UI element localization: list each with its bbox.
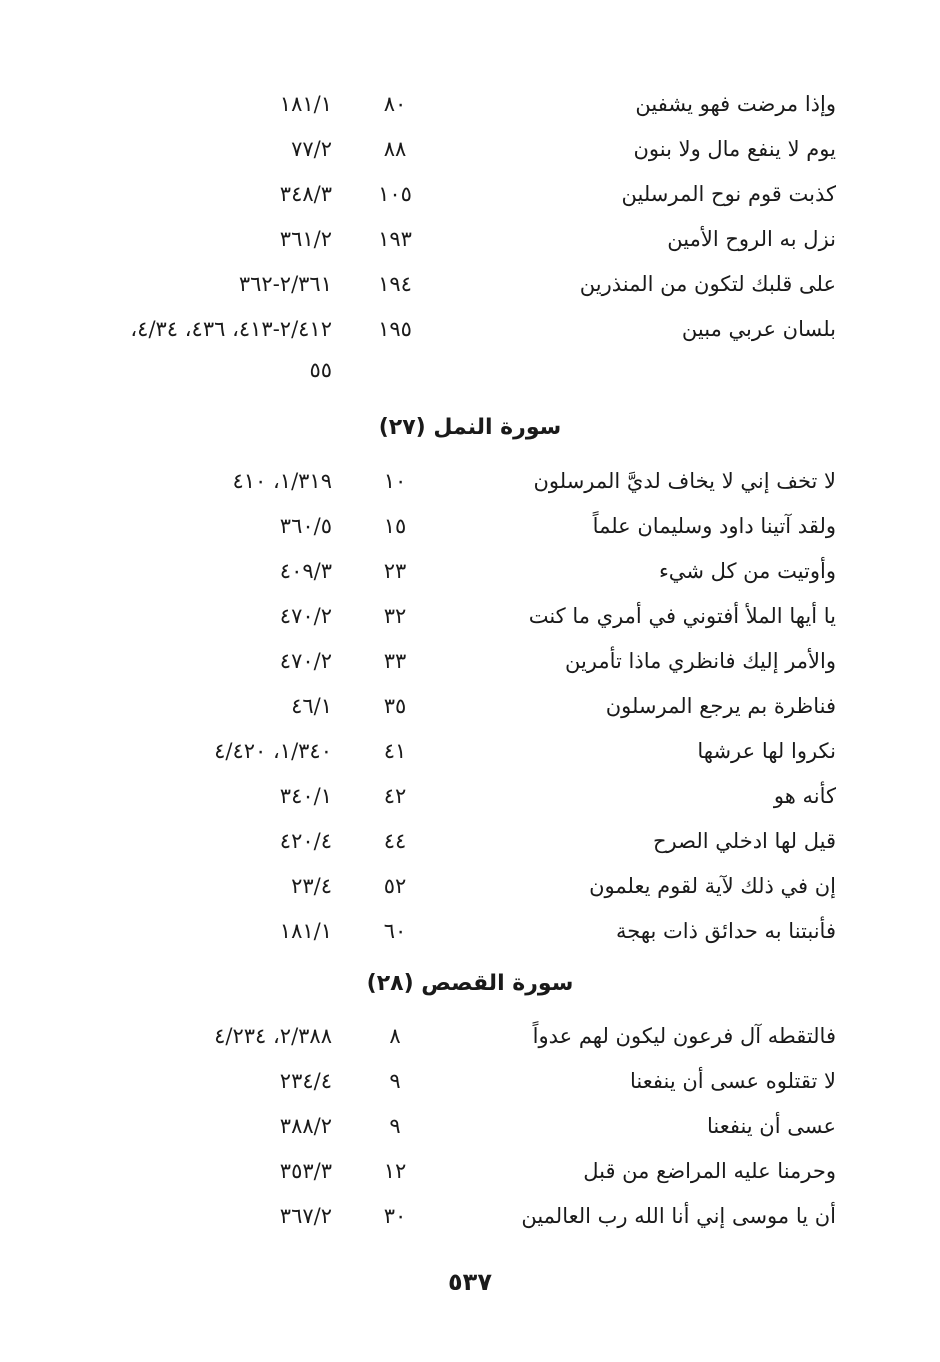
surah-heading: سورة القصص (٢٨)	[366, 971, 574, 996]
index-entry	[0, 1196, 940, 1236]
index-entry	[0, 551, 940, 591]
page-number: ٥٣٧	[448, 1268, 492, 1296]
index-entry-continuation	[0, 350, 940, 390]
page-reference-continuation: ٥٥	[309, 358, 332, 382]
index-entry	[0, 1061, 940, 1101]
verse-text: كذبت قوم نوح المرسلين	[621, 182, 836, 206]
page-reference: ٤٢٠/٤	[279, 829, 332, 853]
verse-number: ١٩٤	[378, 272, 412, 296]
verse-number: ١٢	[383, 1159, 407, 1183]
page-reference: ٣٤٠/١	[279, 784, 332, 808]
page-reference: ٣٦١/٢	[279, 227, 332, 251]
verse-text: كأنه هو	[773, 784, 836, 808]
verse-number: ٤٢	[383, 784, 407, 808]
verse-number: ٩	[389, 1069, 401, 1093]
page-reference: ٣٦٧/٢	[279, 1204, 332, 1228]
index-entry	[0, 911, 940, 951]
index-entry	[0, 129, 940, 169]
index-entry	[0, 776, 940, 816]
page-reference: ١/٣١٩، ٤١٠	[232, 469, 332, 493]
verse-text: فأنبتنا به حدائق ذات بهجة	[616, 919, 836, 943]
page-reference: ٤٦/١	[291, 694, 332, 718]
page-reference: ٣٥٣/٣	[279, 1159, 332, 1183]
page-reference: ٢/٣٨٨، ٤/٢٣٤	[214, 1024, 332, 1048]
verse-text: لا تخف إني لا يخاف لديَّ المرسلون	[533, 469, 836, 493]
index-entry	[0, 731, 940, 771]
page-reference: ١/٣٤٠، ٤/٤٢٠	[214, 739, 332, 763]
verse-text: وأوتيت من كل شيء	[658, 559, 836, 583]
verse-text: ولقد آتينا داود وسليمان علماً	[592, 514, 836, 538]
verse-number: ٣٢	[383, 604, 407, 628]
verse-text: يا أيها الملأ أفتوني في أمري ما كنت	[528, 604, 836, 628]
index-entry	[0, 686, 940, 726]
verse-number: ٨٠	[383, 92, 407, 116]
verse-number: ١٠٥	[378, 182, 412, 206]
page-reference: ١٨١/١	[279, 919, 332, 943]
verse-text: بلسان عربي مبين	[681, 317, 836, 341]
verse-text: وإذا مرضت فهو يشفين	[635, 92, 836, 116]
verse-text: على قلبك لتكون من المنذرين	[579, 272, 836, 296]
verse-number: ١٠	[383, 469, 407, 493]
verse-number: ٥٢	[383, 874, 407, 898]
verse-number: ١٩٣	[378, 227, 412, 251]
page-reference: ١٨١/١	[279, 92, 332, 116]
verse-number: ٣٥	[383, 694, 407, 718]
index-entry	[0, 1106, 940, 1146]
verse-number: ١٥	[383, 514, 407, 538]
verse-text: يوم لا ينفع مال ولا بنون	[633, 137, 836, 161]
verse-text: نكروا لها عرشها	[697, 739, 836, 763]
page-reference: ٢/٣٦١-٣٦٢	[238, 272, 332, 296]
index-entry	[0, 461, 940, 501]
verse-number: ٤١	[383, 739, 407, 763]
verse-number: ٣٠	[383, 1204, 407, 1228]
verse-number: ٤٤	[383, 829, 407, 853]
verse-text: قيل لها ادخلي الصرح	[653, 829, 836, 853]
page-reference: ٤٧٠/٢	[279, 604, 332, 628]
verse-number: ١٩٥	[378, 317, 412, 341]
page-reference: ٢٣٤/٤	[279, 1069, 332, 1093]
index-entry	[0, 821, 940, 861]
verse-text: فناظرة بم يرجع المرسلون	[605, 694, 836, 718]
verse-number: ٣٣	[383, 649, 407, 673]
verse-number: ٦٠	[383, 919, 407, 943]
index-entry	[0, 641, 940, 681]
page-reference: ٣٦٠/٥	[279, 514, 332, 538]
verse-text: عسى أن ينفعنا	[706, 1114, 836, 1138]
page-reference: ٢٣/٤	[291, 874, 332, 898]
index-entry	[0, 596, 940, 636]
verse-text: فالتقطه آل فرعون ليكون لهم عدواً	[532, 1024, 836, 1048]
index-entry	[0, 1151, 940, 1191]
index-entry	[0, 1016, 940, 1056]
page-reference: ٢/٤١٢-٤١٣، ٤٣٦، ٤/٣٤،	[130, 317, 332, 341]
page-reference: ٤٧٠/٢	[279, 649, 332, 673]
index-entry	[0, 174, 940, 214]
page-reference: ٧٧/٢	[291, 137, 332, 161]
verse-text: والأمر إليك فانظري ماذا تأمرين	[564, 649, 836, 673]
verse-number: ٩	[389, 1114, 401, 1138]
page-reference: ٣٤٨/٣	[279, 182, 332, 206]
index-entry	[0, 506, 940, 546]
verse-number: ٨٨	[383, 137, 407, 161]
page-reference: ٣٨٨/٢	[279, 1114, 332, 1138]
index-entry	[0, 84, 940, 124]
index-entry	[0, 866, 940, 906]
index-entry	[0, 309, 940, 349]
verse-text: نزل به الروح الأمين	[667, 227, 836, 251]
verse-text: وحرمنا عليه المراضع من قبل	[583, 1159, 836, 1183]
index-entry	[0, 264, 940, 304]
verse-number: ٨	[389, 1024, 401, 1048]
verse-text: إن في ذلك لآية لقوم يعلمون	[589, 874, 836, 898]
page-reference: ٤٠٩/٣	[279, 559, 332, 583]
verse-number: ٢٣	[383, 559, 407, 583]
surah-heading: سورة النمل (٢٧)	[378, 415, 562, 440]
verse-text: لا تقتلوه عسى أن ينفعنا	[630, 1069, 836, 1093]
verse-text: أن يا موسى إني أنا الله رب العالمين	[521, 1204, 836, 1228]
index-entry	[0, 219, 940, 259]
